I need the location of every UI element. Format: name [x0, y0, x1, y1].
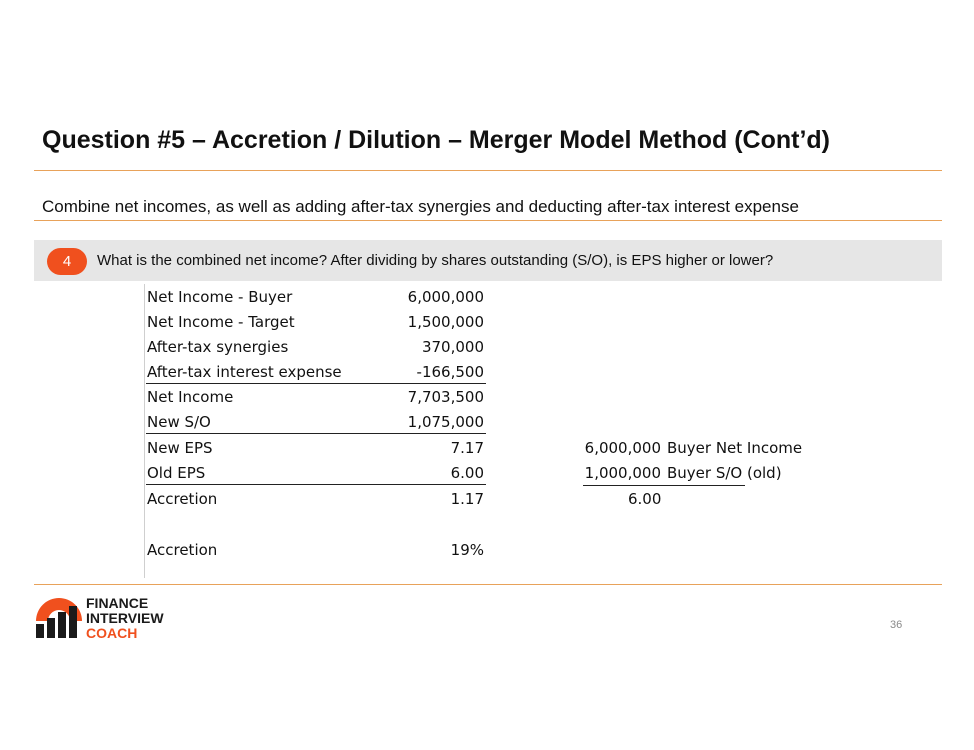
side-calc-denominator-label: Buyer S/O (old): [667, 464, 782, 482]
row-value-after-tax-interest-expense: -166,500: [416, 363, 484, 381]
subtitle-divider: [34, 220, 942, 221]
row-label-accretion-percent: Accretion: [147, 541, 218, 559]
row-label-after-tax-interest-expense: After-tax interest expense: [147, 363, 342, 381]
logo-word-interview: INTERVIEW: [86, 610, 164, 626]
subtotal-line-3: [146, 484, 486, 485]
finance-interview-coach-logo-icon: [34, 596, 84, 642]
table-left-border: [144, 284, 145, 578]
row-label-net-income: Net Income: [147, 388, 234, 406]
question-number-badge: 4: [47, 248, 87, 275]
title-divider: [34, 170, 942, 171]
row-label-new-so: New S/O: [147, 413, 211, 431]
row-label-net-income-target: Net Income - Target: [147, 313, 295, 331]
row-value-net-income: 7,703,500: [407, 388, 484, 406]
subtotal-line-2: [146, 433, 486, 434]
page-number: 36: [890, 619, 903, 631]
side-calc-numerator-label: Buyer Net Income: [667, 439, 803, 457]
side-calc-division-line: [583, 485, 745, 486]
row-label-new-eps: New EPS: [147, 439, 213, 457]
logo-word-coach: COACH: [86, 625, 138, 641]
subtotal-line-1: [146, 383, 486, 384]
row-label-accretion: Accretion: [147, 490, 218, 508]
row-value-new-eps: 7.17: [450, 439, 484, 457]
row-value-after-tax-synergies: 370,000: [421, 338, 484, 356]
row-label-net-income-buyer: Net Income - Buyer: [147, 288, 293, 306]
row-value-net-income-buyer: 6,000,000: [407, 288, 484, 306]
side-calc-result: 6.00: [628, 490, 662, 508]
row-label-after-tax-synergies: After-tax synergies: [147, 338, 289, 356]
slide-title: Question #5 – Accretion / Dilution – Merger Model Method (Cont’d): [42, 126, 831, 154]
row-value-accretion: 1.17: [450, 490, 484, 508]
logo-word-finance: FINANCE: [86, 595, 149, 611]
row-value-old-eps: 6.00: [450, 464, 484, 482]
footer-divider: [34, 584, 942, 585]
row-value-net-income-target: 1,500,000: [407, 313, 484, 331]
row-value-new-so: 1,075,000: [407, 413, 484, 431]
slide-subtitle: Combine net incomes, as well as adding after-tax synergies and deducting after-tax interest expense: [42, 197, 799, 216]
question-text: What is the combined net income? After dividing by shares outstanding (S/O), is EPS higher or lower?: [97, 252, 774, 269]
row-label-old-eps: Old EPS: [147, 464, 206, 482]
side-calc-numerator-value: 6,000,000: [584, 439, 661, 457]
row-value-accretion-percent: 19%: [450, 541, 484, 559]
logo-wordmark: [86, 596, 164, 641]
side-calc-denominator-value: 1,000,000: [584, 464, 661, 482]
